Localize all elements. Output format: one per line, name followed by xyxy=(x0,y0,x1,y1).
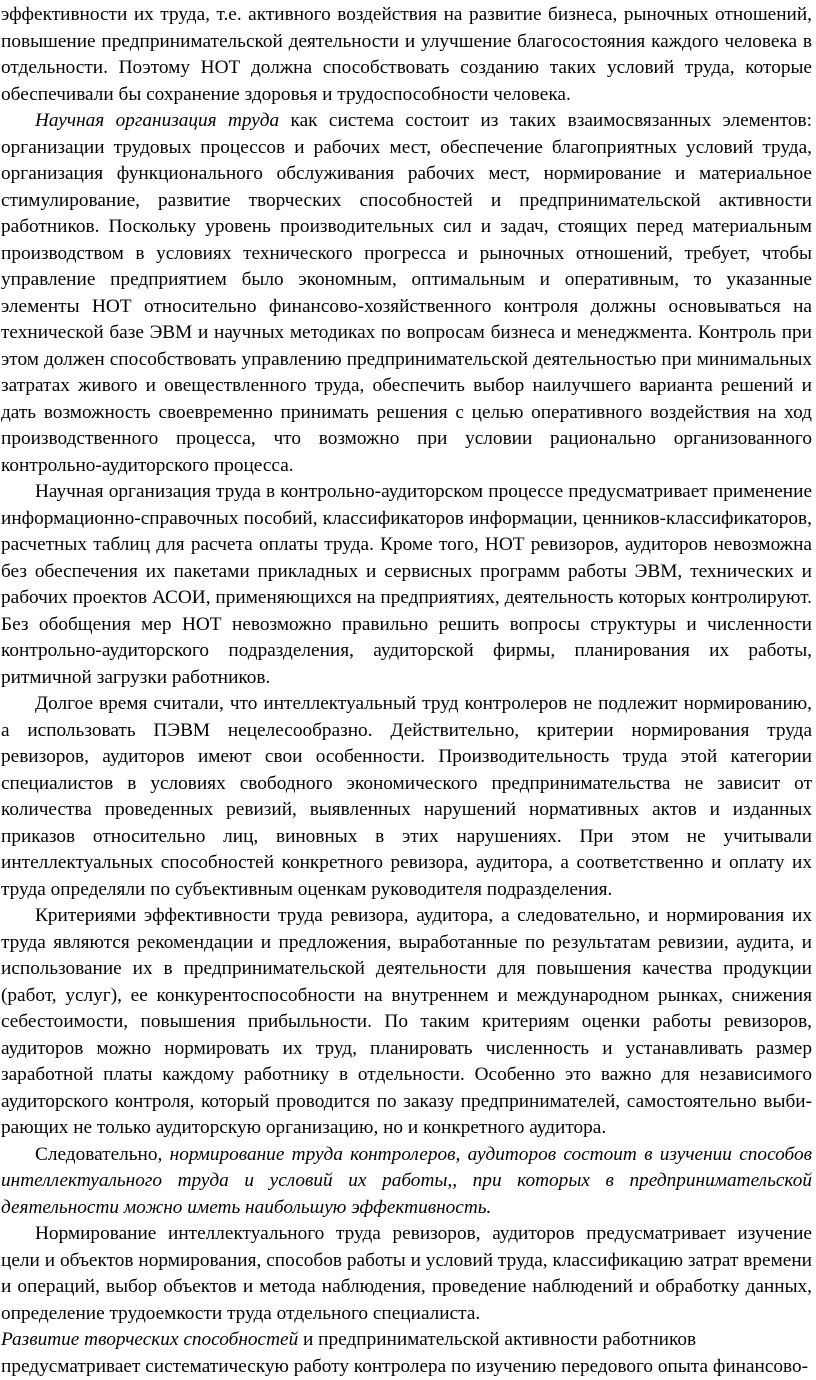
paragraph-5-text: Критериями эффективности труда ревизора, аудитора, а следовательно, и нормирования их труда являются рекомендации и предложения, выработанные по результатам ревизии, аудита, и использование их в предпринимательской деятельности для повышения качества продукции (работ, услуг), ее конкурентоспособности на внутреннем и международном рынках, снижения себестоимости, повышения прибыльности. По таким критериям оценки работы ревизоров, аудиторов можно нормировать их труд, планировать численность и устанавливать размер заработной платы каждому работнику в отдельности. Особенно это важно для независимого аудиторского контроля, который проводится по заказу предпринимателей, самостоятельно выбирающих не только аудиторскую организацию, но и конкретного аудитора. xyxy=(1,905,812,1138)
paragraph-2 xyxy=(0,108,816,479)
paragraph-8 xyxy=(0,1327,816,1380)
paragraph-4-text: Долгое время считали, что интеллектуальный труд контролеров не подлежит нормированию, а использовать ПЭВМ нецелесообразно. Действительно, критерии нормирования труда ревизоров, аудиторов имеют свои особенности. Производительность труда этой категории специалистов в условиях свободного экономического предпринимательства не зависит от количества проведенных ревизий, выявленных нарушений нормативных актов и изданных приказов относительно лиц, виновных в этих нарушениях. При этом не учитывали интеллектуальных способностей конкретного ревизора, аудитора, а соответственно и оплату их труда определяли по субъективным оценкам руководителя подразделения. xyxy=(1,693,812,900)
paragraph-7-text: Нормирование интеллектуального труда ревизоров, аудиторов предусматривает изучение цели и объектов нормирования, способов работы и условий труда, классификацию затрат времени и операций, выбор объектов и метода наблюдения, проведение наблюдений и обработку данных, определение трудоемкости труда отдельного специалиста. xyxy=(1,1223,812,1324)
paragraph-2-italic-term: Научная организация труда xyxy=(35,110,280,131)
paragraph-4 xyxy=(0,691,816,903)
paragraph-2-text: как система состоит из таких взаимосвязанных элементов: организации трудовых процессов и рабочих мест, обеспечение благоприятных условий труда, организация функционального обслуживания рабочих мест, нормирование и материальное стимулирование, развитие творческих способностей и предпринимательской активности работников. Поскольку уровень производительных сил и задач, стоящих перед материальным производством в условиях технического прогресса и рыночных отношений, требует, чтобы управление предприятием было экономным, оптимальным и оперативным, то указанные элементы НОТ относительно финансово-хозяйственного контроля должны основываться на технической базе ЭВМ и научных методиках по вопросам бизнеса и менеджмента. Контроль при этом должен способствовать управлению предпринимательской деятельностью при минимальных затратах живого и овеществленного труда, обеспечить выбор наилучшего варианта решений и дать возможность своевременно принимать решения с целью оперативного воздействия на ход производственного процесса, что возможно при условии рационально организованного контрольно-аудиторского процесса. xyxy=(1,110,813,476)
paragraph-6-italic-definition: , нормирование труда контролеров, аудиторов состоит в изучении способов интеллектуального труда и условий их работы,, при которых в предпринимательской деятельности можно иметь наибольшую эффективность. xyxy=(1,1143,812,1218)
paragraph-3-text: Научная организация труда в контрольно-аудиторском процессе предусматривает применение информационно-справочных пособий, классификаторов информации, ценников-классификаторов, расчетных таблиц для расчета оплаты труда. Кроме того, НОТ ревизоров, аудиторов невозможна без обеспечения их пакетами прикладных и сервисных программ работы ЭВМ, технических и рабочих проектов АСОИ, применяющихся на предприятиях, деятельность которых контролируют. Без обобщения мер НОТ невозможно правильно решить вопросы структуры и численности контрольно-аудиторского подразделения, аудиторской фирмы, планирования их работы, ритмичной загрузки работников. xyxy=(1,481,812,688)
paragraph-5 xyxy=(0,903,816,1142)
paragraph-3 xyxy=(0,479,816,691)
paragraph-6-lead: Следовательно xyxy=(35,1143,158,1165)
paragraph-1-text: эффективности их труда, т.е. активного воздействия на развитие бизнеса, рыночных отношений, повышение предпринимательской деятельности и улучшение благосостояния каждого человека в отдельности. Поэтому НОТ должна способствовать созданию таких условий труда, которые обеспечивали бы сохранение здоровья и трудоспособности человека. xyxy=(1,4,812,105)
paragraph-8-text: и предпринимательской активности работников предусматривает систематическую работу контролера по изучению передового опыта финансово- xyxy=(1,1329,809,1377)
paragraph-6 xyxy=(0,1142,816,1222)
paragraph-1 xyxy=(0,2,816,108)
paragraph-7 xyxy=(0,1221,816,1327)
paragraph-8-italic-term: Развитие творческих способностей xyxy=(1,1329,299,1350)
